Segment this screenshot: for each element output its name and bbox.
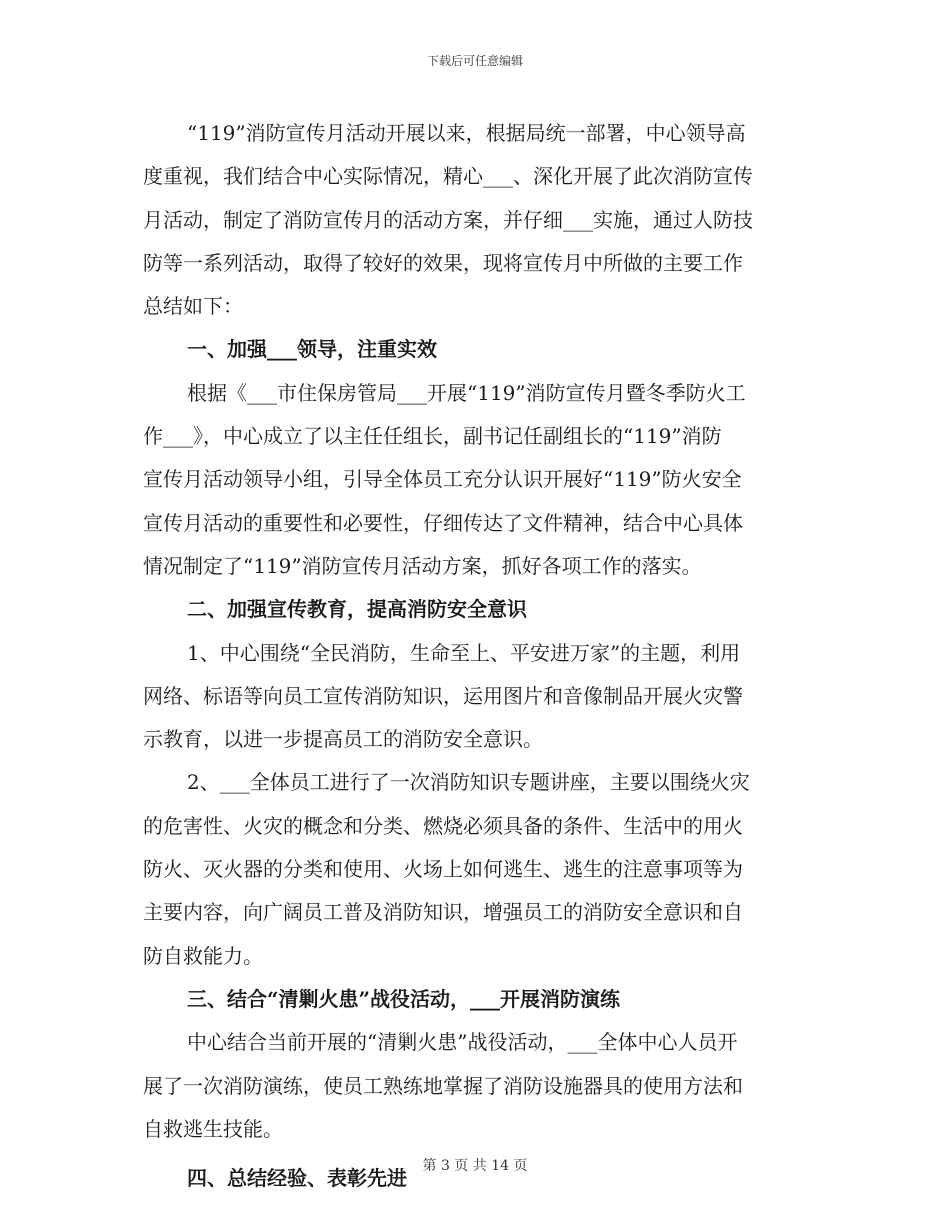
paragraph-line: 示教育，以进一步提高员工的消防安全意识。 (143, 727, 543, 752)
paragraph-line: 自救逃生技能。 (143, 1116, 283, 1141)
paragraph-line: 总结如下： (143, 294, 243, 319)
paragraph-line: 主要内容，向广阔员工普及消防知识，增强员工的消防安全意识和自 (143, 900, 743, 925)
section-heading: 一、加强___领导，注重实效 (187, 337, 437, 362)
paragraph-line: 宣传月活动的重要性和必要性，仔细传达了文件精神，结合中心具体 (143, 510, 743, 535)
paragraph-line: 中心结合当前开展的“清剿火患”战役活动，___全体中心人员开 (187, 1030, 738, 1055)
paragraph-line: 作___》，中心成立了以主任任组长，副书记任副组长的“119”消防 (143, 424, 722, 449)
document-body (143, 112, 807, 1200)
paragraph-line: 宣传月活动领导小组，引导全体员工充分认识开展好“119”防火安全 (143, 467, 742, 492)
paragraph-line: “119”消防宣传月活动开展以来，根据局统一部署，中心领导高 (187, 121, 746, 145)
page-header-note: 下载后可任意编辑 (426, 54, 523, 68)
paragraph-line: 展了一次消防演练，使员工熟练地掌握了消防设施器具的使用方法和 (143, 1073, 743, 1098)
paragraph-line: 根据《___市住保房管局___开展“119”消防宣传月暨冬季防火工 (187, 380, 746, 405)
paragraph-line: 的危害性、火灾的概念和分类、燃烧必须具备的条件、生活中的用火 (143, 813, 743, 838)
paragraph-line: 度重视，我们结合中心实际情况，精心___、深化开展了此次消防宣传 (143, 164, 753, 189)
section-heading: 三、结合“清剿火患”战役活动，___开展消防演练 (187, 986, 621, 1011)
paragraph-line: 情况制定了“119”消防宣传月活动方案，抓好各项工作的落实。 (143, 553, 702, 578)
paragraph-line: 防等一系列活动，取得了较好的效果，现将宣传月中所做的主要工作 (143, 250, 743, 275)
paragraph-line: 防火、灭火器的分类和使用、火场上如何逃生、逃生的注意事项等为 (143, 857, 743, 882)
paragraph-line: 防自救能力。 (143, 943, 263, 968)
page-number: 第 3 页 共 14 页 (422, 1158, 528, 1174)
paragraph-line: 网络、标语等向员工宣传消防知识，运用图片和音像制品开展火灾警 (143, 683, 743, 708)
paragraph-line: 1、中心围绕“全民消防，生命至上、平安进万家”的主题，利用 (187, 640, 741, 665)
section-heading: 二、加强宣传教育，提高消防安全意识 (187, 597, 527, 622)
paragraph-line: 2、___全体员工进行了一次消防知识专题讲座，主要以围绕火灾 (187, 770, 750, 795)
paragraph-line: 月活动，制定了消防宣传月的活动方案，并仔细___实施，通过人防技 (143, 207, 753, 232)
section-heading: 四、总结经验、表彰先进 (187, 1166, 407, 1191)
